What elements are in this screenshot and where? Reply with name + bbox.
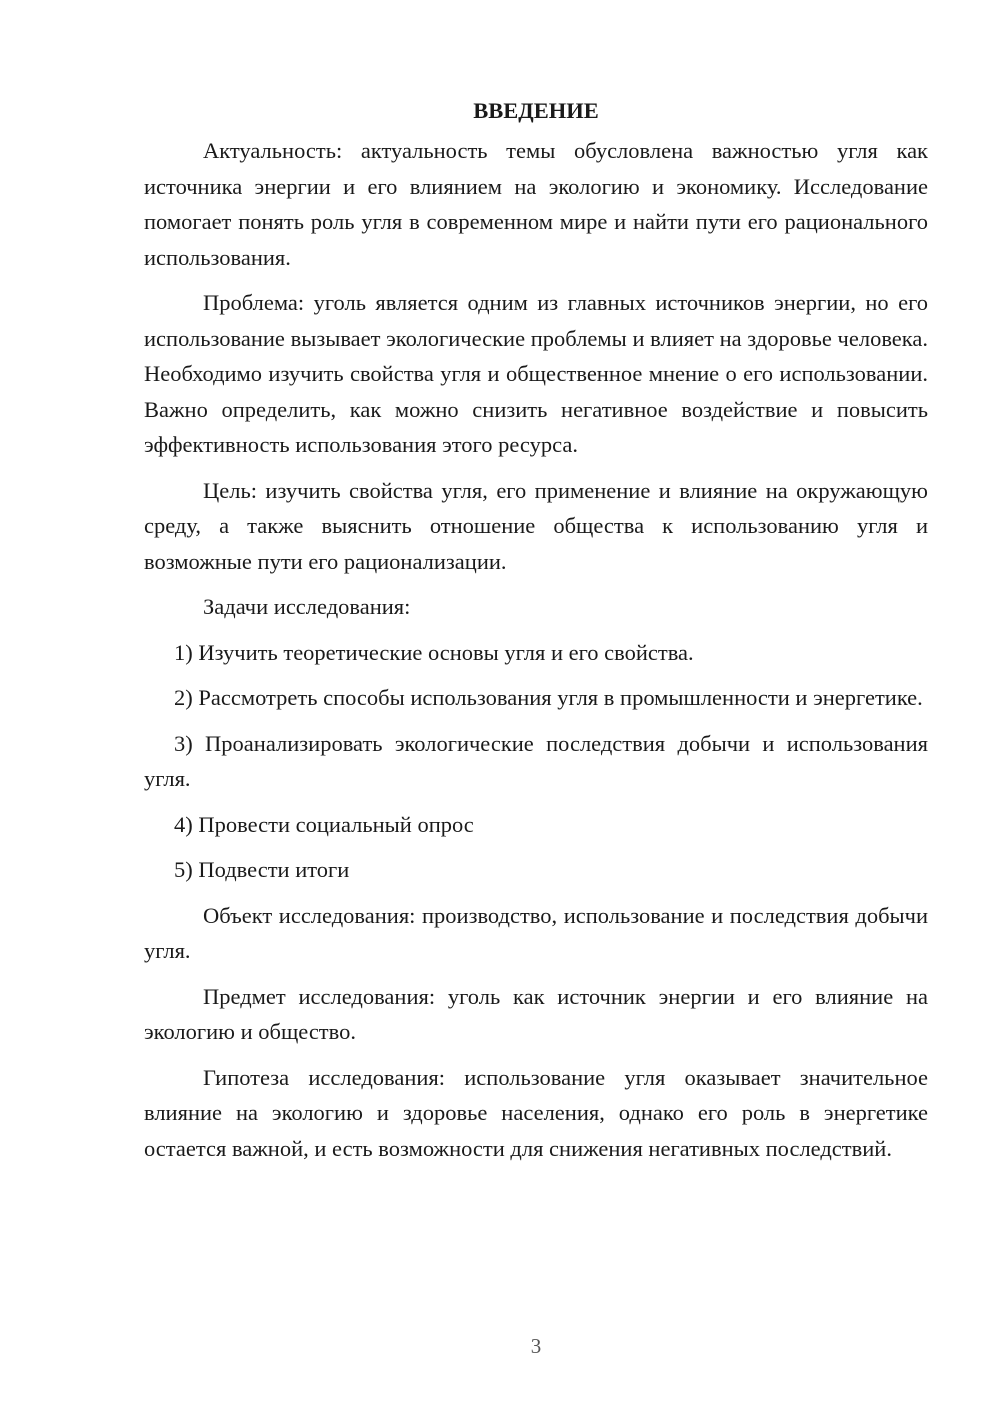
task-item-4: 4) Провести социальный опрос — [174, 811, 474, 837]
relevance-paragraph: Актуальность: актуальность темы обусловлена важностью угля как источника энергии и его влиянием на экологию и экономику. Исследование помогает понять роль угля в современном мире и найти пути его рационального использования. — [144, 138, 928, 270]
task-item-5: 5) Подвести итоги — [174, 857, 350, 882]
object-paragraph: Объект исследования: производство, использование и последствия добычи угля. — [144, 902, 928, 963]
task-item-1: 1) Изучить теоретические основы угля и его свойства. — [174, 639, 694, 665]
tasks-heading: Задачи исследования: — [203, 594, 411, 619]
page-number: 3 — [530, 1334, 542, 1358]
task-item-2: 2) Рассмотреть способы использования угля в промышленности и энергетике. — [174, 685, 923, 710]
subject-paragraph: Предмет исследования: уголь как источник энергии и его влияние на экологию и общество. — [144, 983, 928, 1044]
problem-paragraph: Проблема: уголь является одним из главных источников энергии, но его использование вызывает экологические проблемы и влияет на здоровье человека. Необходимо изучить свойства угля и общественное мнение о его использовании. Важно определить, как можно снизить негативное воздействие и повысить эффективность использования этого ресурса. — [144, 290, 928, 457]
page-content — [144, 92, 928, 1166]
goal-paragraph: Цель: изучить свойства угля, его применение и влияние на окружающую среду, а также выяснить отношение общества к использованию угля и возможные пути его рационализации. — [144, 477, 928, 574]
hypothesis-paragraph: Гипотеза исследования: использование угля оказывает значительное влияние на экологию и здоровье населения, однако его роль в энергетике остается важной, и есть возможности для снижения негативных последствий. — [144, 1064, 928, 1161]
task-item-3: 3) Проанализировать экологические последствия добычи и использования угля. — [144, 730, 928, 791]
section-title: ВВЕДЕНИЕ — [473, 98, 599, 123]
